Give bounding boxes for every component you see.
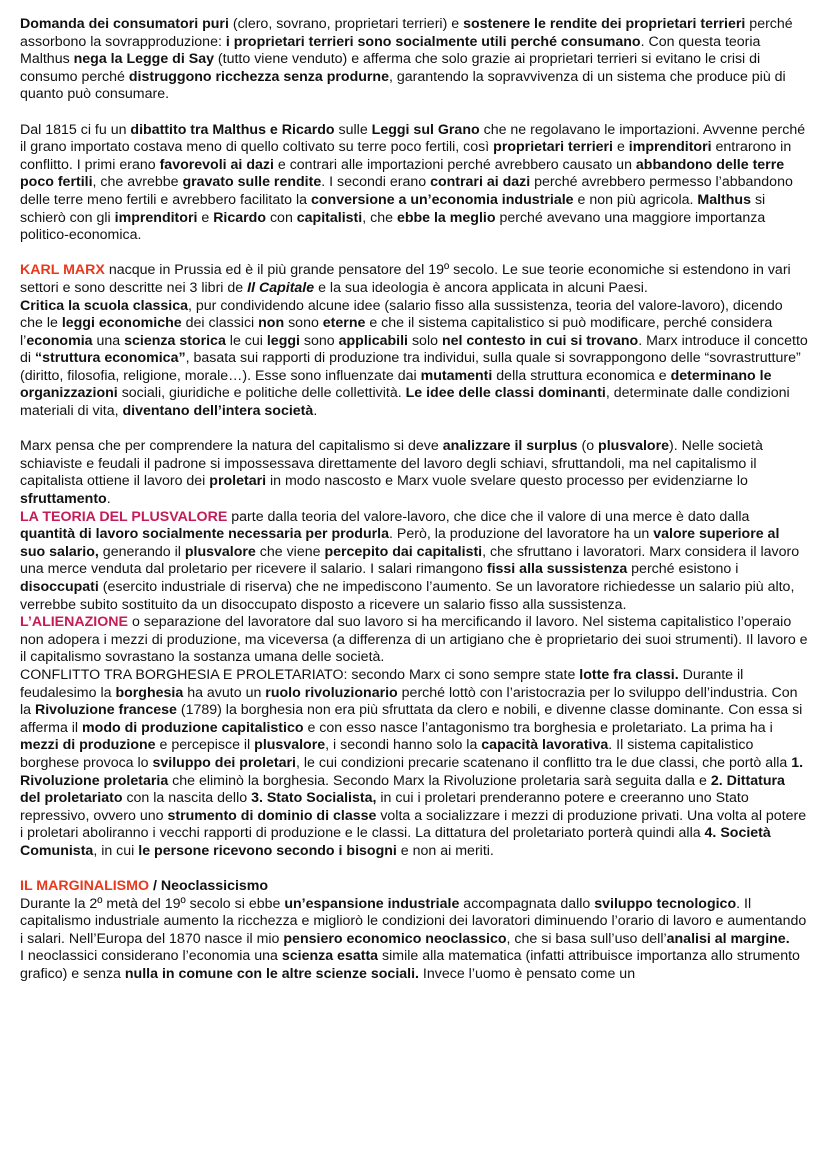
section-subheading-neoclassicismo: / Neoclassicismo [149,878,269,895]
text: che viene [255,543,325,560]
text-bold: imprenditori [628,139,712,156]
text-bold: nulla in comune con le altre scienze sociali. [124,966,419,983]
text: Invece l’uomo è pensato come un [418,966,636,983]
paragraph-gap [20,421,808,439]
text-bold: diventano dell’intera società [122,403,314,420]
text-bold: leggi economiche [61,315,182,332]
text-bold: sfruttamento [20,491,107,508]
section-heading-plusvalore: LA TEORIA DEL PLUSVALORE [20,508,228,525]
text: simile alla matematica (infatti attribuisce importanza allo strumento grafico) e senza [20,948,800,983]
text-bold: dibattito tra Malthus e Ricardo [130,121,335,138]
text: e percepisce il [155,737,255,754]
text: , che sfruttano i lavoratori. Marx considera il lavoro una merce venduta dal proletario per ricevere il salario. I salari rimangono [20,543,800,578]
section-heading-alienazione: L’ALIENAZIONE [20,614,128,631]
text-bold: nel contesto in cui si trovano [441,332,639,349]
text: (1789) la borghesia non era più sfruttata da clero e nobili, e divenne classe dominante. Con essa si afferma il [20,702,803,736]
paragraph-karl-marx [20,262,808,297]
paragraph-leggi-sul-grano [20,122,808,245]
text: in cui i proletari prenderanno potere e creeranno uno Stato repressivo, ovvero uno [20,790,749,824]
text: della struttura economica e [492,367,671,384]
paragraph-gap [20,104,808,122]
text-bold: plusvalore [184,543,256,560]
paragraph-gap [20,245,808,263]
text: Durante il feudalesimo la [20,666,744,701]
text-bold: plusvalore [254,737,326,754]
text-bold: Malthus [697,191,751,208]
text-bold: Leggi sul Grano [371,121,480,138]
paragraph-neoclassici [20,948,808,983]
text: con la nascita dello [122,790,252,807]
text-bold: applicabili [338,332,409,349]
text: perché avrebbero permesso l’abbandono delle terre meno fertili e avrebbero facilitato la [20,174,793,208]
text: perché avevano una maggiore importanza politico-economica. [20,209,766,244]
text: perché lottò con l’aristocrazia per lo sviluppo dell’industria. Con la [20,684,798,719]
text: . [313,403,318,420]
text: (clero, sovrano, proprietari terrieri) e [228,16,464,32]
text: , garantendo la sopravvivenza di un sistema che produce più di quanto può consumare. [20,68,786,103]
text-bold: le persone ricevono secondo i bisogni [138,842,397,859]
text-bold: contrari ai dazi [430,174,531,191]
paragraph-consumatori-puri [20,16,808,104]
text-bold: Domanda dei consumatori puri [20,16,229,32]
text-bold: valore superiore al suo salario, [20,526,780,560]
text: entrarono in conflitto. I primi erano [20,139,792,173]
text: volta a socializzare i mezzi di produzione privati. Una volta al potere i proletari aboliranno i vecchi rapporti di produzione e le classi. La dittatura del proletariato porterà quindi alla [20,807,807,842]
text-bold: disoccupati [20,579,99,595]
text-bold: Ricardo [213,209,267,226]
text: una [92,332,125,349]
text-bold: percepito dai capitalisti [324,543,483,560]
text-bold: mezzi di produzione [20,737,156,754]
text-bold: abbandono delle terre poco fertili [20,156,785,191]
text: Dal 1815 ci fu un [20,121,131,138]
text-bold: strumento di dominio di classe [167,807,377,824]
paragraph-marginalismo-heading [20,878,808,896]
text: Marx pensa che per comprendere la natura del capitalismo si deve [20,438,443,455]
text: , pur condividendo alcune idee (salario fisso alla sussistenza, teoria del valore-lavoro), dicendo che le [20,297,783,332]
paragraph-surplus [20,438,808,508]
text: , le cui condizioni precarie scatenano il conflitto tra le due classi, che portò alla [296,754,792,771]
book-title: Il Capitale [247,279,315,296]
text-bold: sviluppo tecnologico [594,895,737,912]
text: in modo nascosto e Marx vuole svelare questo processo per evidenziarne lo [266,473,748,490]
text-bold: analisi al margine. [666,930,790,947]
text: . [106,491,111,508]
text: sono [284,315,323,332]
text: e non ai meriti. [396,842,494,859]
paragraph-espansione-industriale [20,896,808,949]
text: e la sua ideologia è ancora applicata in alcuni Paesi. [314,279,648,296]
section-heading-marginalismo: IL MARGINALISMO [20,878,149,895]
text: . Marx introduce il concetto di [20,332,808,367]
text: o separazione del lavoratore dal suo lavoro si ha mercificando il lavoro. Nel sistema capitalistico l’operaio non adopera i mezzi di produzione, ma viceversa (a differenza di un artigiano che è proprietario dei suoi strumenti). Il lavoro e il capitalismo sovrastano la sostanza umana delle società. [20,614,808,666]
paragraph-critica-scuola-classica [20,298,808,421]
text: parte dalla teoria del valore-lavoro, che dice che il valore di una merce è dato dalla [227,508,750,525]
text-bold: conversione a un’economia industriale [311,191,574,208]
text-bold: fissi alla sussistenza [486,561,628,578]
text: . I secondi erano [321,174,431,191]
text-bold: ruolo rivoluzionario [265,684,398,701]
text: (esercito industriale di riserva) che ne impediscono l’aumento. Se un lavoratore richiedesse un salario più alto, verrebbe subito sostituito da un disoccupato disposto a ricevere un salario fisso alla sussistenza. [20,579,795,613]
text: ). Nelle società schiaviste e feudali il padrone si impossessava direttamente del lavoro degli schiavi, sfruttandoli, ma nel capitalismo il capitalista ottiene il lavoro dei [20,438,763,490]
text-bold: 1. Rivoluzione proletaria [20,754,804,789]
text: e non più agricola. [573,191,698,208]
text-bold: imprenditori [114,209,198,226]
text-bold: plusvalore [598,438,670,455]
text: , che avrebbe [92,174,183,191]
text-bold: i proprietari terrieri sono socialmente utili perché consumano [225,33,641,50]
text: , basata sui rapporti di produzione tra individui, sulla quale si sovrappongono delle “sovrastrutture” (diritto, filosofia, religione, morale…). Esse sono influenzate dai [20,350,801,384]
text: Durante la 2º metà del 19º secolo si ebbe [20,895,285,912]
text-bold: quantità di lavoro socialmente necessaria per produrla [20,526,389,543]
text-bold: 3. Stato Socialista, [251,790,377,807]
paragraph-alienazione [20,614,808,667]
text: , i secondi hanno solo la [325,737,482,754]
text-bold: 2. Dittatura del proletariato [20,772,785,807]
text: : secondo Marx ci sono sempre state [343,666,580,683]
text: nacque in Prussia ed è il più grande pensatore del 19º secolo. Le sue teorie economiche si estendono in vari settori e sono descritte nei 3 libri de [20,262,791,296]
text-bold: economia [26,332,93,349]
text-bold: gravato sulle rendite [182,174,322,191]
text: , che [362,209,397,226]
text-bold: “struttura economica” [34,350,186,367]
text: e contrari alle importazioni perché avrebbero causato un [273,156,636,173]
text-bold: analizzare il surplus [442,438,578,455]
text-bold: proprietari terrieri [493,139,614,156]
text: e con esso nasce l’antagonismo tra borghesia e proletariato. La prima ha i [303,719,773,736]
text: generando il [98,543,185,560]
text-bold: eterne [322,315,366,332]
text-bold: modo di produzione capitalistico [82,719,304,736]
section-heading-karl-marx: KARL MARX [20,262,105,279]
text-bold: Critica la scuola classica [20,297,188,314]
text: . Il sistema capitalistico borghese provoca lo [20,737,754,771]
text-bold: sostenere le rendite dei proprietari terrieri [463,16,746,32]
text: perché assorbono la sovrapproduzione: [20,16,793,50]
text: le cui [225,332,267,349]
text-bold: scienza esatta [281,948,379,965]
text-bold: lotte fra classi. [579,666,679,683]
text: (o [577,438,599,455]
text: dei classici [181,315,259,332]
text-bold: 4. Società Comunista [20,825,771,859]
text: che eliminò la borghesia. Secondo Marx la Rivoluzione proletaria sarà seguita dalla e [168,772,711,789]
text-bold: borghesia [115,684,184,701]
text: I neoclassici considerano l’economia una [20,948,282,965]
text: . Il capitalismo industriale aumento la ricchezza e migliorò le condizioni dei lavoratori diminuendo l’orario di lavoro e aumentando i salari. Nell’Europa del 1870 nasce il mio [20,895,807,947]
text: si schierò con gli [20,191,766,226]
text: con [266,209,297,226]
text: solo [408,332,442,349]
text-bold: leggi [266,332,300,349]
text-bold: pensiero economico neoclassico [283,930,507,947]
paragraph-conflitto [20,667,808,861]
text-bold: non [258,315,285,332]
text: , che si basa sull’uso dell’ [506,930,667,947]
text-bold: proletari [209,473,267,490]
text-bold: favorevoli ai dazi [159,156,274,173]
text-bold: distruggono ricchezza senza produrne [128,68,389,85]
text: , determinate dalle condizioni materiali di vita, [20,385,790,420]
text: sulle [334,121,372,138]
text: e [197,209,214,226]
text-bold: un’espansione industriale [284,895,460,912]
text-bold: ebbe la meglio [396,209,496,226]
text-bold: scienza storica [124,332,226,349]
text: . Però, la produzione del lavoratore ha un [389,526,654,543]
text: , in cui [93,842,139,859]
text: sociali, giuridiche e politiche delle collettività. [117,385,406,402]
text: (tutto viene venduto) e afferma che solo grazie ai proprietari terrieri si evitano le crisi di consumo perché [20,51,761,85]
text: ha avuto un [183,684,266,701]
text-bold: sviluppo dei proletari [152,754,296,771]
text-bold: nega la Legge di Say [73,51,214,68]
text-bold: capitalisti [296,209,363,226]
text: perché esistono i [627,561,739,578]
text-bold: Rivoluzione francese [34,702,177,719]
text: . Con questa teoria Malthus [20,33,761,68]
text: che ne regolavano le importazioni. Avvenne perché il grano importato costava meno di quello coltivato su terre poco fertili, così [20,121,806,156]
paragraph-gap [20,861,808,879]
text: e che il sistema capitalistico si può modificare, perché considera l’ [20,315,773,349]
paragraph-teoria-plusvalore [20,509,808,615]
text: accompagnata dallo [459,895,595,912]
text-bold: determinano le organizzazioni [20,367,772,402]
text-bold: mutamenti [420,367,493,384]
text-bold: capacità lavorativa [481,737,609,754]
section-heading-conflitto: CONFLITTO TRA BORGHESIA E PROLETARIATO [20,666,344,683]
text: e [613,139,629,156]
text-bold: Le idee delle classi dominanti [405,385,606,402]
text: sono [299,332,339,349]
